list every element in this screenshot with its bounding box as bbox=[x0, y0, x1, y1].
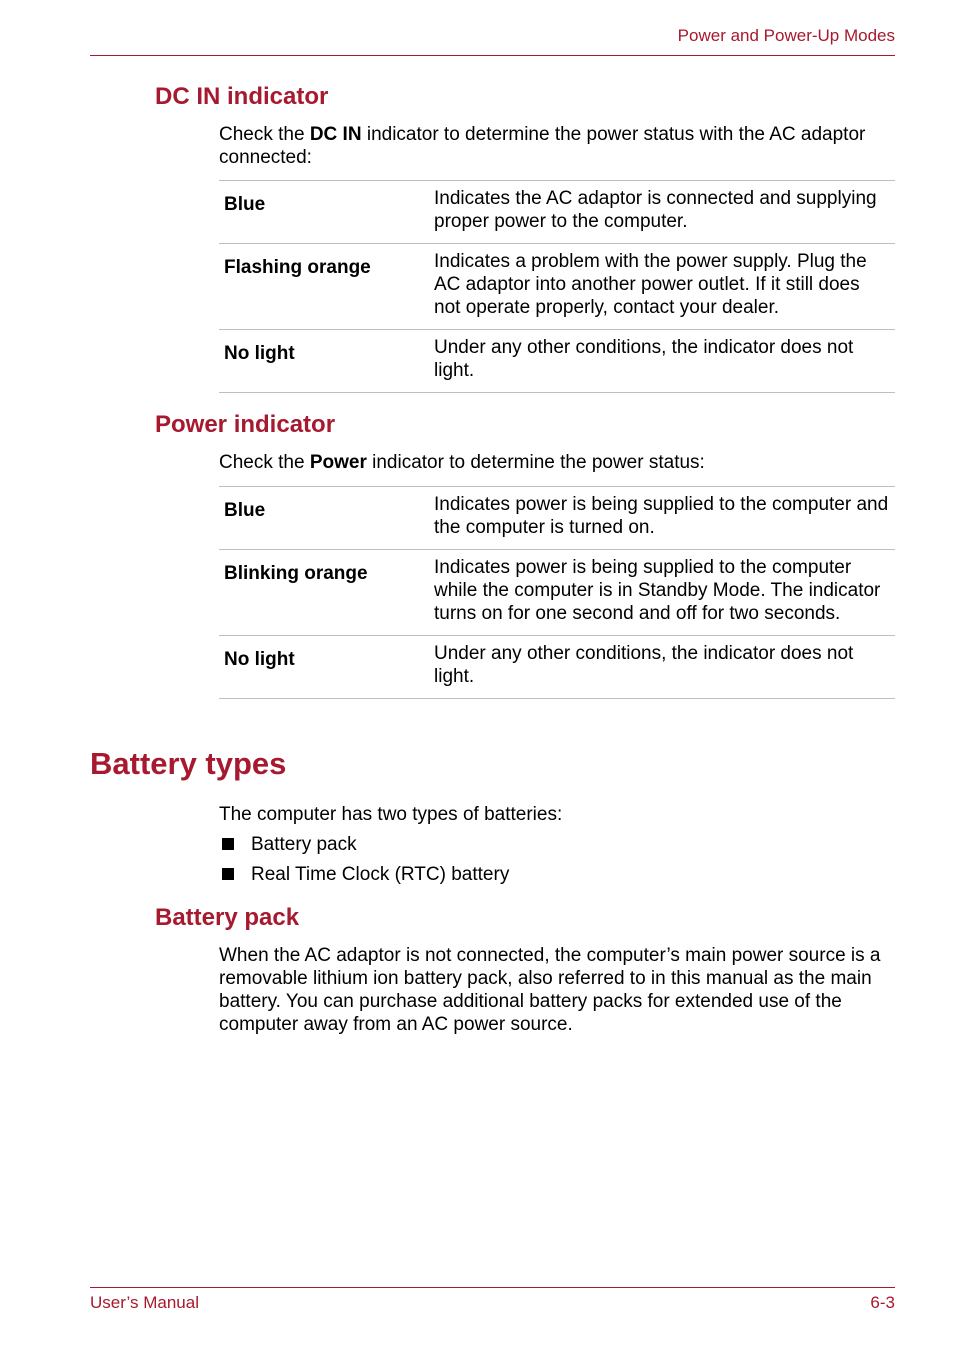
indicator-description: Under any other conditions, the indicator does not light. bbox=[429, 330, 895, 393]
power-intro bbox=[219, 451, 895, 474]
indicator-state: No light bbox=[219, 636, 429, 699]
dc-in-intro bbox=[219, 123, 895, 169]
square-bullet-icon bbox=[222, 838, 234, 850]
table-row bbox=[219, 487, 895, 550]
table-row bbox=[219, 244, 895, 330]
list-item bbox=[219, 863, 509, 893]
table-row bbox=[219, 550, 895, 636]
dc-in-intro-pre: Check the bbox=[219, 124, 310, 145]
indicator-state: Blinking orange bbox=[219, 550, 429, 636]
indicator-state: Blue bbox=[219, 181, 429, 244]
dc-in-intro-post: indicator to determine the power status with the AC adaptor connected: bbox=[219, 124, 866, 168]
square-bullet-icon bbox=[222, 868, 234, 880]
dc-in-table bbox=[219, 180, 895, 393]
battery-pack-heading: Battery pack bbox=[155, 904, 300, 931]
power-heading: Power indicator bbox=[155, 411, 336, 438]
page-footer bbox=[90, 1287, 895, 1312]
indicator-description: Indicates power is being supplied to the computer while the computer is in Standby Mode. The indicator turns on for one second and off for two seconds. bbox=[429, 550, 895, 636]
power-intro-post: indicator to determine the power status: bbox=[366, 452, 705, 473]
table-row bbox=[219, 181, 895, 244]
page-header bbox=[90, 24, 895, 56]
indicator-description: Indicates the AC adaptor is connected and supplying proper power to the computer. bbox=[429, 181, 895, 244]
dc-in-intro-bold: DC IN bbox=[309, 124, 362, 145]
power-intro-pre: Check the bbox=[219, 452, 310, 473]
battery-types-heading: Battery types bbox=[90, 746, 287, 781]
battery-types-intro: The computer has two types of batteries: bbox=[219, 804, 563, 825]
list-item-label: Real Time Clock (RTC) battery bbox=[251, 864, 510, 885]
indicator-description: Under any other conditions, the indicator does not light. bbox=[429, 636, 895, 699]
table-row bbox=[219, 636, 895, 699]
power-table bbox=[219, 486, 895, 699]
indicator-description: Indicates a problem with the power supply. Plug the AC adaptor into another power outlet. If it still does not operate properly, contact your dealer. bbox=[429, 244, 895, 330]
indicator-state: Blue bbox=[219, 487, 429, 550]
indicator-state: No light bbox=[219, 330, 429, 393]
power-intro-bold: Power bbox=[309, 452, 367, 473]
table-row bbox=[219, 330, 895, 393]
manual-name: User’s Manual bbox=[90, 1293, 199, 1312]
page-number: 6-3 bbox=[870, 1293, 895, 1312]
battery-types-list bbox=[219, 833, 509, 893]
list-item bbox=[219, 833, 509, 863]
list-item-label: Battery pack bbox=[251, 834, 357, 855]
dc-in-heading: DC IN indicator bbox=[155, 83, 329, 110]
indicator-description: Indicates power is being supplied to the computer and the computer is turned on. bbox=[429, 487, 895, 550]
indicator-state: Flashing orange bbox=[219, 244, 429, 330]
battery-pack-body: When the AC adaptor is not connected, the computer’s main power source is a removable lithium ion battery pack, also referred to in this manual as the main battery. You can purchase additional battery packs for extended use of the computer away from an AC power source. bbox=[219, 945, 881, 1035]
chapter-title: Power and Power-Up Modes bbox=[677, 26, 895, 45]
